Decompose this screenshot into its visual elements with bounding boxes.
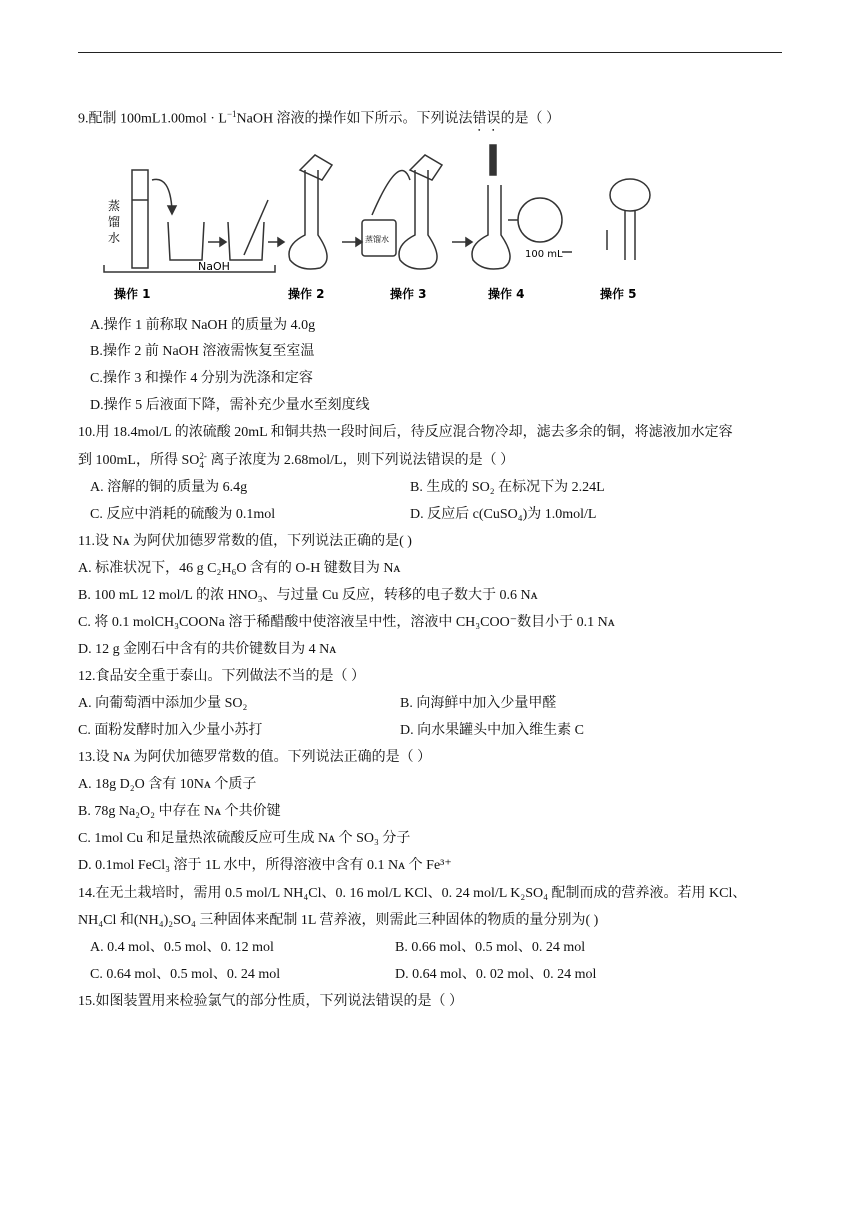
q9-stem xyxy=(78,104,560,135)
q9-stem-suffix: 的是（ ） xyxy=(500,111,561,127)
q14-option-b: B. 0.66 mol、0.5 mol、0. 24 mol xyxy=(395,940,586,955)
q9-stem-prefix: 9.配制 100mL1.00mol · L xyxy=(78,111,227,127)
q12-option-a: A. 向葡萄酒中添加少量 SO₂ xyxy=(78,696,248,711)
op1-bracket xyxy=(104,265,275,272)
q13-option-a: A. 18g D₂O 含有 10Nᴀ 个质子 xyxy=(78,777,257,792)
q9-option-c: C.操作 3 和操作 4 分别为洗涤和定容 xyxy=(90,371,313,386)
q12-option-b: B. 向海鲜中加入少量甲醛 xyxy=(400,696,557,711)
bottle-label: 蒸馏水 xyxy=(365,235,389,244)
graduated-cylinder xyxy=(132,170,148,268)
volumetric-flask-3 xyxy=(472,185,510,269)
q13-option-c: C. 1mol Cu 和足量热浓硫酸反应可生成 Nᴀ 个 SO₃ 分子 xyxy=(78,831,411,846)
op-label-2: 操作 2 xyxy=(288,287,325,301)
water-label-2: 馏 xyxy=(108,215,121,229)
q13-stem: 13.设 Nᴀ 为阿伏加德罗常数的值。下列说法正确的是（ ） xyxy=(78,750,432,765)
water-label-1: 蒸 xyxy=(108,199,121,213)
q9-stem-sup: −1 xyxy=(226,109,237,119)
q13-option-d: D. 0.1mol FeCl₃ 溶于 1L 水中，所得溶液中含有 0.1 Nᴀ 个 Fe³⁺ xyxy=(78,858,452,873)
beaker-with-rod xyxy=(228,222,264,260)
volume-label: 100 mL xyxy=(525,249,563,260)
q10-sulfate-charge: 2- xyxy=(199,450,207,461)
inverted-flask xyxy=(610,179,650,211)
op-label-3: 操作 3 xyxy=(390,287,427,301)
volumetric-flask xyxy=(289,170,327,269)
volumetric-flask-2 xyxy=(399,170,437,269)
q14-option-d: D. 0.64 mol、0. 02 mol、0. 24 mol xyxy=(395,967,597,982)
q10-option-b: B. 生成的 SO₂ 在标况下为 2.24L xyxy=(410,480,605,495)
header-rule xyxy=(78,52,782,53)
q9-option-d: D.操作 5 后液面下降，需补充少量水至刻度线 xyxy=(90,398,370,413)
q10-line2-prefix: 到 100mL，所得 SO xyxy=(78,453,200,468)
q10-option-c: C. 反应中消耗的硫酸为 0.1mol xyxy=(90,507,276,522)
q9-figure xyxy=(100,140,660,310)
op-label-4: 操作 4 xyxy=(488,287,525,301)
q15-stem: 15.如图装置用来检验氯气的部分性质，下列说法错误的是（ ） xyxy=(78,994,463,1009)
q10-stem-line1: 10.用 18.4mol/L 的浓硫酸 20mL 和铜共热一段时间后，待反应混合物冷却，滤去多余的铜，将滤液加水定容 xyxy=(78,425,733,440)
water-label-3: 水 xyxy=(108,231,121,245)
q10-option-a: A. 溶解的铜的质量为 6.4g xyxy=(90,480,248,495)
q9-stem-mid: NaOH 溶液的操作如下所示。下列说法 xyxy=(236,111,473,127)
q11-option-b: B. 100 mL 12 mol/L 的浓 HNO₃、与过量 Cu 反应，转移的电子数大于 0.6 Nᴀ xyxy=(78,588,538,603)
magnifier-circle xyxy=(518,198,562,242)
beaker xyxy=(168,222,204,260)
q12-stem: 12.食品安全重于泰山。下列做法不当的是（ ） xyxy=(78,669,365,684)
q9-option-b: B.操作 2 前 NaOH 溶液需恢复至室温 xyxy=(90,344,315,359)
q9-option-a: A.操作 1 前称取 NaOH 的质量为 4.0g xyxy=(90,318,316,333)
q10-line2-suffix: 离子浓度为 2.68mol/L，则下列说法错误的是（ ） xyxy=(206,453,515,468)
q14-stem-line2: NH₄Cl 和(NH₄)₂SO₄ 三种固体来配制 1L 营养液，则需此三种固体的物质的量分别为( ) xyxy=(78,913,599,928)
op-label-1: 操作 1 xyxy=(114,287,151,301)
q10-option-d: D. 反应后 c(CuSO₄)为 1.0mol/L xyxy=(410,507,597,522)
q12-option-c: C. 面粉发酵时加入少量小苏打 xyxy=(78,723,263,738)
q9-stem-emphasis: 错误 xyxy=(472,111,501,127)
q11-stem: 11.设 Nᴀ 为阿伏加德罗常数的值，下列说法正确的是( ) xyxy=(78,534,412,549)
q14-option-c: C. 0.64 mol、0.5 mol、0. 24 mol xyxy=(90,967,281,982)
q10-sulfate-subscript: 4 xyxy=(199,459,204,470)
q14-option-a: A. 0.4 mol、0.5 mol、0. 12 mol xyxy=(90,940,274,955)
q13-option-b: B. 78g Na₂O₂ 中存在 Nᴀ 个共价键 xyxy=(78,804,281,819)
q11-option-d: D. 12 g 金刚石中含有的共价键数目为 4 Nᴀ xyxy=(78,642,337,657)
q14-stem-line1: 14.在无土栽培时，需用 0.5 mol/L NH₄Cl、0. 16 mol/L KCl、0. 24 mol/L K₂SO₄ 配制而成的营养液。若用 KCl、 xyxy=(78,886,747,901)
dropper xyxy=(490,145,496,175)
op-label-5: 操作 5 xyxy=(600,287,637,301)
naoh-label: NaOH xyxy=(198,260,230,273)
q11-option-a: A. 标准状况下，46 g C₂H₆O 含有的 O-H 键数目为 Nᴀ xyxy=(78,561,401,576)
q11-option-c: C. 将 0.1 molCH₃COONa 溶于稀醋酸中使溶液呈中性，溶液中 CH₃COO⁻数目小于 0.1 Nᴀ xyxy=(78,615,615,630)
q12-option-d: D. 向水果罐头中加入维生素 C xyxy=(400,723,584,738)
q10-stem-line2 xyxy=(78,451,514,471)
